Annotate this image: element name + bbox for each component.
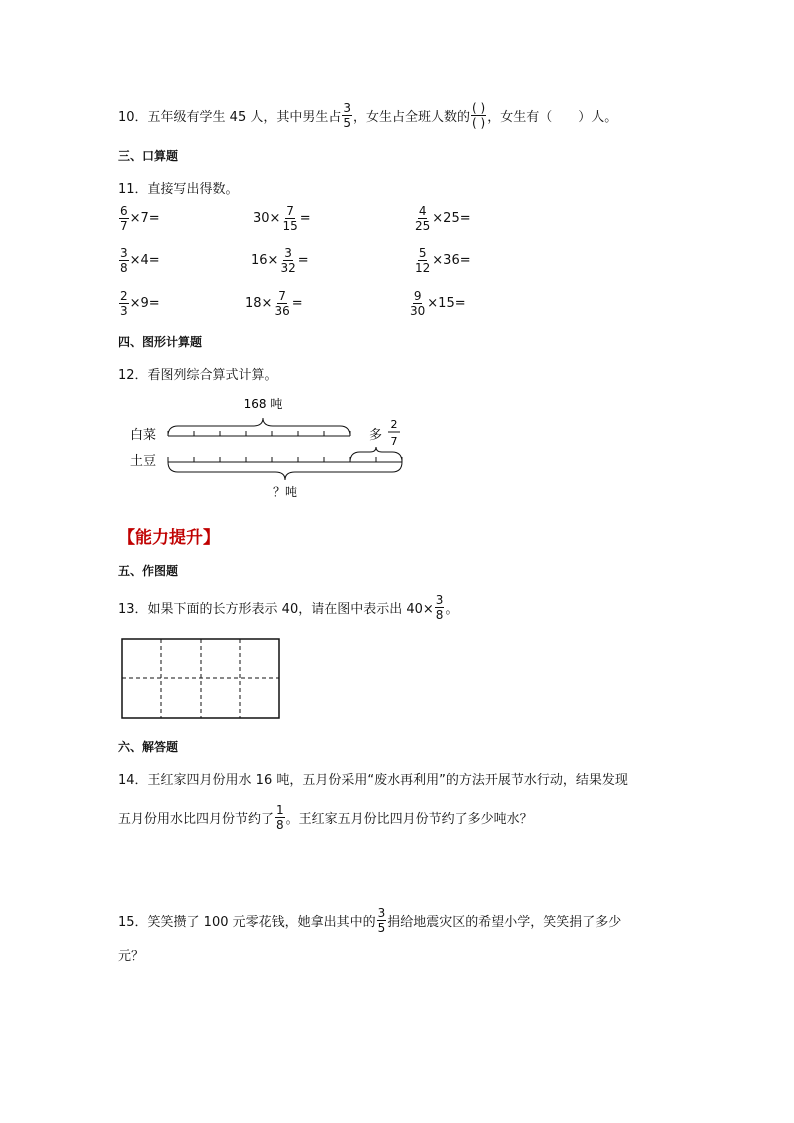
bottom-label: ？吨 [272,485,298,499]
q10-text-1: 10．五年级有学生 45 人，其中男生占 [118,110,342,125]
fraction: $\frac{3}{5}$ [377,906,386,935]
calc-suffix: = [297,253,309,268]
q14-text-2: 。王红家五月份比四月份节约了多少吨水？ [285,812,533,827]
fraction: $\frac{7}{36}$ [274,289,290,318]
question-14-line-2 [118,804,533,831]
section-3-heading: 三、口算题 [118,149,179,163]
calc-suffix: ×36= [432,253,471,268]
segment-diagram [120,390,420,505]
question-14-line-1: 14．王红家四月份用水 16 吨，五月份采用“废水再利用”的方法开展节水行动，结果发现 [118,773,628,788]
fraction: $\frac{5}{12}$ [415,246,431,275]
calc-item [413,205,471,232]
calc-item [245,290,303,317]
section-4-heading: 四、图形计算题 [118,335,203,349]
q10-text-2: ，女生占全班人数的 [353,110,471,125]
fraction: $\frac{3}{32}$ [280,246,296,275]
fraction: $\frac{6}{7}$ [120,204,128,233]
calc-prefix: 16× [251,253,279,268]
q15-text-1: 15．笑笑攒了 100 元零花钱，她拿出其中的 [118,915,376,930]
calc-suffix: ×25= [432,211,471,226]
q15-text-2: 捐给地震灾区的希望小学，笑笑捐了多少 [387,915,622,930]
question-11: 11．直接写出得数。 [118,182,239,197]
calc-item [118,247,160,274]
q14-text-1: 五月份用水比四月份节约了 [118,812,275,827]
fraction: $\frac{1}{8}$ [276,803,284,832]
row-label-potato: 土豆 [130,454,157,469]
fraction: $\frac{9}{30}$ [410,289,426,318]
fraction: $\frac{2}{3}$ [120,289,128,318]
question-12: 12．看图列综合算式计算。 [118,368,278,383]
q10-text-3: ，女生有（ ）人。 [487,110,618,125]
bottom-brace [168,462,402,480]
top-label: 168 吨 [243,397,283,411]
q13-text-1: 13．如果下面的长方形表示 40，请在图中表示出 40× [118,602,434,617]
calc-suffix: ×15= [427,296,466,311]
potato-ticks [168,457,402,462]
fraction: $\frac{3}{5}$ [343,101,351,130]
more-label: 多 [369,428,383,443]
calc-item [118,205,160,232]
question-10 [118,102,617,129]
top-brace [168,418,350,436]
fraction: $\frac{4}{25}$ [415,204,431,233]
question-15-line-1 [118,907,621,934]
section-5-heading: 五、作图题 [118,564,179,578]
drawing-rectangle[interactable] [121,638,281,720]
more-fraction-num: 2 [390,418,398,431]
calc-item [251,247,309,274]
more-fraction-den: 7 [390,435,398,448]
calc-suffix: ×4= [129,253,160,268]
calc-prefix: 18× [245,296,273,311]
calc-item [253,205,311,232]
calc-suffix: = [291,296,303,311]
calc-item [408,290,466,317]
blank-fraction[interactable]: $\frac{( )}{( )}$ [472,101,486,130]
row-label-cabbage: 白菜 [130,428,157,443]
calc-suffix: ×7= [129,211,160,226]
calc-prefix: 30× [253,211,281,226]
section-6-heading: 六、解答题 [118,740,179,754]
cabbage-ticks [168,431,350,436]
calc-item [413,247,471,274]
calc-suffix: ×9= [129,296,160,311]
fraction: $\frac{3}{8}$ [435,593,444,622]
dashed-grid-lines [122,639,279,718]
question-13 [118,594,458,621]
calc-item [118,290,160,317]
question-15-line-2: 元？ [118,949,145,964]
fraction: $\frac{3}{8}$ [120,246,128,275]
calc-suffix: = [299,211,311,226]
fraction: $\frac{7}{15}$ [282,204,298,233]
q13-text-2: 。 [445,602,459,617]
ability-heading: 【能力提升】 [118,528,220,548]
